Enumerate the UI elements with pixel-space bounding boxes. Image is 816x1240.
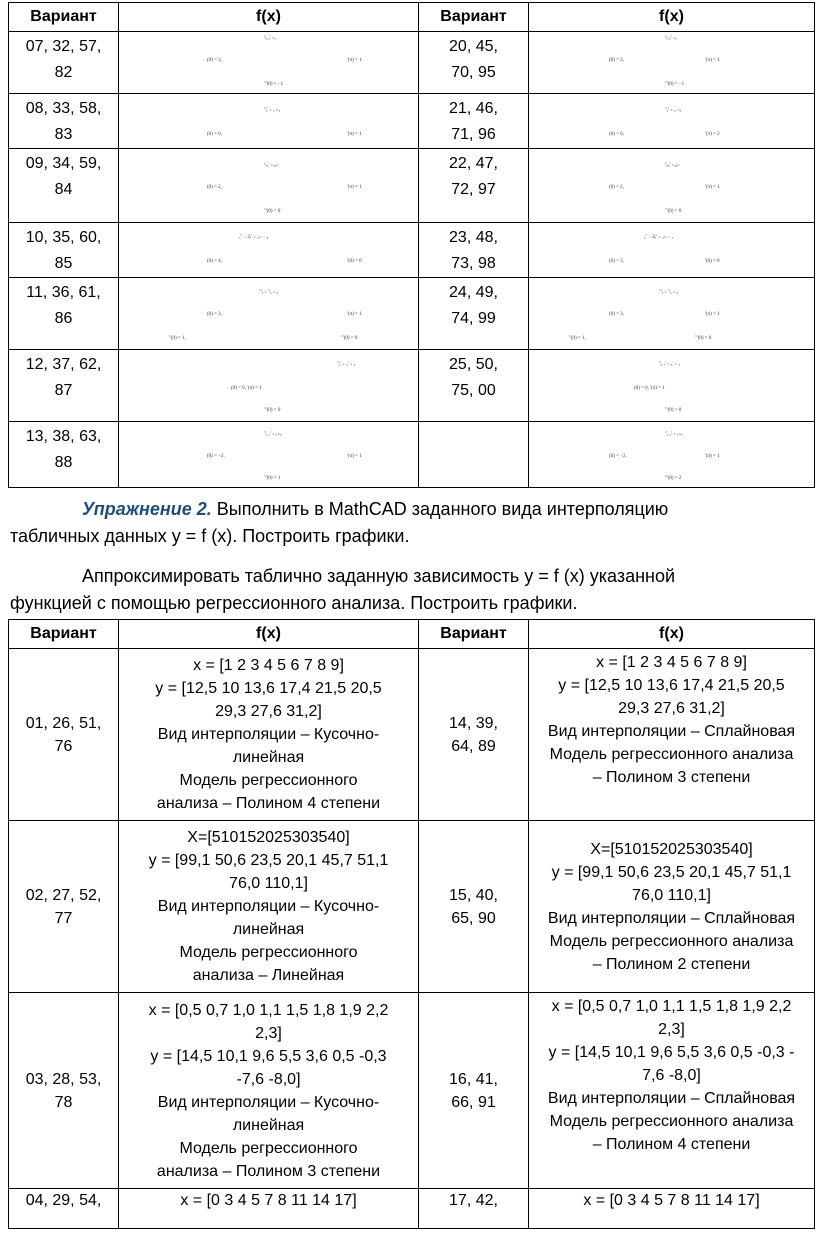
cell-line: – Полином 2 степени: [592, 955, 751, 973]
cell-line: -7,6 -8,0]: [236, 1070, 301, 1088]
cell-line: линейная: [232, 1116, 305, 1134]
table-row: [9, 350, 815, 422]
variant-text: 08, 33, 58,: [25, 100, 102, 117]
variant-text: 23, 48,: [449, 229, 498, 246]
cell-line: x = [0,5 0,7 1,0 1,1 1,5 1,8 1,9 2,2: [148, 1001, 389, 1019]
cell-line: Модель регрессионного: [179, 944, 358, 961]
cell-line: – Полином 3 степени: [592, 769, 751, 786]
variant-cell: [419, 993, 529, 1189]
paragraph-text: Выполнить в MathCAD заданного вида интерполяцию: [211, 499, 669, 519]
cell-line: Модель регрессионного: [179, 1139, 358, 1157]
variant-text: 12, 37, 62,: [25, 356, 102, 373]
column-header: f(x): [119, 3, 419, 32]
formula-text: (0) = 3,: [609, 312, 624, 317]
exercise-paragraph: [10, 496, 810, 550]
variant-cell: [419, 94, 529, 149]
variant-cell: [9, 94, 119, 149]
formula-cell: [119, 278, 419, 350]
cell-line: анализа – Линейная: [192, 967, 345, 984]
cell-line: y = [14,5 10,1 9,6 5,5 3,6 0,5 -0,3 -: [548, 1044, 795, 1061]
variant-text: 14, 39,: [449, 714, 498, 732]
formula-text: '(π) = 1: [705, 58, 720, 63]
cell-line: X=[510152025303540]: [187, 829, 350, 846]
cell-line: Вид интерполяции – Кусочно-: [157, 898, 380, 915]
formula-text: '''(0) = −1: [264, 82, 284, 87]
column-header: Вариант: [9, 620, 119, 649]
cell-line: 7,6 -8,0]: [642, 1067, 701, 1084]
formula-cell: [119, 1189, 419, 1229]
formula-text: '''(0) = 0: [695, 336, 712, 341]
variant-text: 15, 40,: [449, 886, 498, 904]
formula-text: (0) = 0, '(π) = 1: [634, 386, 665, 391]
cell-line: анализа – Полином 4 степени: [156, 795, 381, 812]
formula-cell: [529, 278, 815, 350]
cell-line: Модель регрессионного: [179, 772, 358, 789]
variant-cell: [9, 32, 119, 94]
formula-text: '''(0) = 2: [665, 476, 682, 481]
table-row: [9, 649, 815, 821]
formula-text: ''(0) = 1,: [569, 336, 586, 341]
table-header-row: [9, 620, 815, 649]
formula-text: '''ₓ ₊ ''ₓ ₌ ₓ: [259, 290, 279, 295]
variant-text: 66, 91: [451, 1093, 496, 1111]
column-header: Вариант: [419, 620, 529, 649]
formula-text: '''(0) = 0: [341, 336, 358, 341]
table-row: [9, 821, 815, 993]
formula-text: ''ₓ ₓ' ₊ ₓ₌ₓ: [264, 432, 282, 437]
paragraph-text: Аппроксимировать таблично заданную зависимость y = f (x) указанной: [82, 566, 676, 586]
cell-line: Вид интерполяции – Сплайновая: [547, 909, 796, 927]
formula-text: ₓ'' ₋ 2ₓ' ₊ ₓ₌ ₋ ₓ: [239, 235, 269, 240]
formula-cell: [529, 94, 815, 149]
formula-cell: [529, 422, 815, 488]
table-row: [9, 223, 815, 278]
cell-line: 2,3]: [255, 1024, 282, 1042]
formula-text: ''(0) = 1,: [169, 336, 186, 341]
formula-cell: [119, 821, 419, 993]
variant-text: 02, 27, 52,: [25, 886, 102, 904]
variant-text: 22, 47,: [449, 155, 498, 172]
variant-text: 01, 26, 51,: [25, 714, 102, 732]
formula-text: '(π) = 1: [705, 454, 720, 459]
variant-text: 82: [54, 64, 73, 81]
table-row: [9, 94, 815, 149]
variant-cell: [9, 278, 119, 350]
formula-text: '(π) = 1: [347, 454, 362, 459]
variant-text: 65, 90: [451, 909, 496, 927]
formula-text: ''ₓ' ₊ ₓ ₌ₓ: [264, 108, 281, 113]
formula-text: ''ₓ ₓ' ₊ ₓ₌ₓ: [665, 432, 683, 437]
variant-text: 20, 45,: [449, 38, 498, 55]
variant-text: 74, 99: [451, 310, 496, 327]
formula-text: '''(0) = 0: [264, 209, 281, 214]
formula-text: '''(0) = −1: [665, 82, 685, 87]
variant-cell: [419, 223, 529, 278]
cell-line: линейная: [232, 749, 305, 766]
table-row: [9, 1189, 815, 1229]
cell-line: y = [99,1 50,6 23,5 20,1 45,7 51,1: [148, 852, 389, 869]
formula-cell: [119, 350, 419, 422]
formula-cell: [119, 649, 419, 821]
table-row: [9, 422, 815, 488]
formula-cell: [119, 32, 419, 94]
formula-text: '''ₓ ₊ ''ₓ ₌ ₓ: [659, 290, 679, 295]
cell-line: 29,3 27,6 31,2]: [618, 700, 725, 717]
variant-cell: [9, 821, 119, 993]
table-row: [9, 149, 815, 223]
formula-text: '(π) = 1: [705, 312, 720, 317]
cell-line: Вид интерполяции – Кусочно-: [157, 1093, 380, 1111]
variant-text: 25, 50,: [449, 356, 498, 373]
formula-text: (0) = 2,: [207, 185, 222, 190]
formula-text: '(0) = 0: [347, 259, 362, 264]
variant-text: 17, 42,: [449, 1192, 498, 1209]
cell-line: x = [0,5 0,7 1,0 1,1 1,5 1,8 1,9 2,2: [551, 998, 792, 1015]
cell-line: Вид интерполяции – Сплайновая: [547, 723, 796, 740]
cell-line: y = [14,5 10,1 9,6 5,5 3,6 0,5 -0,3: [150, 1047, 387, 1065]
variant-text: 04, 29, 54,: [25, 1192, 102, 1209]
formula-cell: [529, 32, 815, 94]
formula-text: '''(0) = 0: [665, 209, 682, 214]
formula-cell: [529, 149, 815, 223]
variant-text: 11, 36, 61,: [26, 284, 101, 301]
formula-text: (0) = 0,: [609, 132, 624, 137]
cell-line: – Полином 4 степени: [592, 1136, 751, 1153]
cell-line: x = [1 2 3 4 5 6 7 8 9]: [596, 654, 747, 671]
variant-text: 64, 89: [451, 737, 496, 755]
variant-text: 16, 41,: [449, 1070, 498, 1088]
column-header: f(x): [529, 620, 815, 649]
column-header: Вариант: [9, 3, 119, 32]
formula-cell: [529, 223, 815, 278]
formula-text: (0) = −2,: [609, 454, 627, 459]
paragraph-text: функцией с помощью регрессионного анализа. Построить графики.: [10, 593, 578, 613]
cell-line: 29,3 27,6 31,2]: [215, 703, 322, 720]
variants-table-1: [8, 2, 815, 488]
formula-cell: [529, 350, 815, 422]
formula-text: ²ₓ ₓ' ₊ₓ: [264, 36, 276, 41]
task-paragraph: [10, 563, 810, 617]
formula-text: '(π) = 1: [347, 312, 362, 317]
formula-text: '(π) = 1: [347, 185, 362, 190]
variant-text: 83: [54, 126, 73, 143]
formula-cell: [529, 821, 815, 993]
variant-text: 88: [54, 454, 73, 471]
formula-text: ''ₓ' ₊ ₓ ₌ₓ: [665, 108, 682, 113]
variant-text: 10, 35, 60,: [25, 229, 102, 246]
cell-line: X=[510152025303540]: [590, 840, 753, 858]
variant-text: 78: [54, 1093, 73, 1111]
cell-line: y = [99,1 50,6 23,5 20,1 45,7 51,1: [551, 863, 792, 881]
formula-text: ''ₓ ₓ' ₊ ₓ' ₊ ₓ: [659, 362, 680, 367]
variant-cell: [419, 649, 529, 821]
cell-line: Модель регрессионного анализа: [549, 746, 794, 763]
formula-text: (0) = 2,: [609, 58, 624, 63]
formula-text: ²ₓₓ' ₊ₓₓ₌: [665, 163, 680, 168]
formula-cell: [119, 993, 419, 1189]
table-row: [9, 993, 815, 1189]
variant-text: 77: [54, 909, 73, 927]
cell-line: Модель регрессионного анализа: [549, 932, 794, 950]
table-header-row: [9, 3, 815, 32]
variant-text: 75, 00: [451, 382, 496, 399]
cell-line: x = [0 3 4 5 7 8 11 14 17]: [180, 1192, 357, 1209]
cell-line: 76,0 110,1]: [229, 875, 308, 892]
cell-line: анализа – Полином 3 степени: [156, 1162, 381, 1180]
column-header: f(x): [119, 620, 419, 649]
variant-text: 13, 38, 63,: [25, 428, 102, 445]
table-row: [9, 32, 815, 94]
formula-text: '''(0) = 0: [264, 408, 281, 413]
variant-text: 87: [54, 382, 73, 399]
cell-line: y = [12,5 10 13,6 17,4 21,5 20,5: [558, 677, 785, 694]
variant-cell: [9, 1189, 119, 1229]
column-header: f(x): [529, 3, 815, 32]
formula-text: (0) = 4,: [207, 259, 222, 264]
formula-text: '(π) = 1: [347, 58, 362, 63]
formula-text: (0) = 0, '(π) = 1: [231, 386, 262, 391]
variant-cell: [9, 422, 119, 488]
variant-text: 24, 49,: [449, 284, 498, 301]
variant-text: 07, 32, 57,: [25, 38, 102, 55]
variant-text: 84: [54, 181, 73, 198]
cell-line: Вид интерполяции – Кусочно-: [157, 726, 380, 743]
formula-text: ²ₓ ₓ' ₊ₓ: [665, 36, 677, 41]
formula-text: (0) = 3,: [207, 58, 222, 63]
formula-text: '(0) = 0: [705, 259, 720, 264]
exercise-label: Упражнение 2.: [82, 499, 212, 519]
cell-line: x = [1 2 3 4 5 6 7 8 9]: [193, 657, 344, 674]
formula-cell: [529, 1189, 815, 1229]
formula-text: '''(0) = 0: [665, 408, 682, 413]
formula-text: ²ₓₓ' ₊ₓₓ₌: [264, 163, 279, 168]
formula-cell: [119, 94, 419, 149]
variant-text: 86: [54, 310, 73, 327]
formula-cell: [529, 993, 815, 1189]
variant-text: 76: [54, 737, 73, 755]
variant-cell: [9, 149, 119, 223]
formula-text: ''ₓ' ₊ ₓ' ₊ ₓ: [337, 362, 356, 367]
variant-cell: [9, 993, 119, 1189]
variant-text: 71, 96: [451, 126, 496, 143]
cell-line: x = [0 3 4 5 7 8 11 14 17]: [583, 1192, 760, 1209]
variant-cell: [9, 223, 119, 278]
variant-cell: [419, 278, 529, 350]
variant-cell: [419, 350, 529, 422]
variant-cell: [419, 821, 529, 993]
formula-cell: [119, 223, 419, 278]
formula-text: ₓ'' ₋ 2ₓ' ₊ ₓ₌ ₋ ₓ: [644, 235, 674, 240]
variant-text: 70, 95: [451, 64, 496, 81]
formula-text: '''(0) = 1: [264, 476, 281, 481]
variant-cell: [419, 422, 529, 488]
cell-line: y = [12,5 10 13,6 17,4 21,5 20,5: [155, 680, 382, 697]
formula-cell: [119, 149, 419, 223]
variant-text: 21, 46,: [449, 100, 498, 117]
variant-text: 73, 98: [451, 255, 496, 272]
variant-text: 72, 97: [451, 181, 496, 198]
cell-line: 76,0 110,1]: [632, 886, 711, 904]
variant-cell: [419, 1189, 529, 1229]
cell-line: Вид интерполяции – Сплайновая: [547, 1090, 796, 1107]
variant-cell: [419, 32, 529, 94]
formula-text: '(π) = 1: [347, 132, 362, 137]
formula-text: (0) = 2,: [609, 185, 624, 190]
formula-cell: [119, 422, 419, 488]
table-row: [9, 278, 815, 350]
formula-text: (0) = −2,: [207, 454, 225, 459]
variant-text: 03, 28, 53,: [25, 1070, 102, 1088]
cell-line: линейная: [232, 921, 305, 938]
formula-cell: [529, 649, 815, 821]
formula-text: (0) = 3,: [207, 312, 222, 317]
cell-line: Модель регрессионного анализа: [549, 1113, 794, 1130]
variant-cell: [9, 649, 119, 821]
variant-cell: [9, 350, 119, 422]
variant-cell: [419, 149, 529, 223]
formula-text: '(π) = 2: [705, 132, 720, 137]
paragraph-text: табличных данных y = f (x). Построить графики.: [10, 526, 410, 546]
variant-text: 09, 34, 59,: [25, 155, 102, 172]
variant-text: 85: [54, 255, 73, 272]
variants-table-2: [8, 619, 815, 1229]
cell-line: 2,3]: [658, 1021, 685, 1038]
formula-text: '(π) = 1: [705, 185, 720, 190]
column-header: Вариант: [419, 3, 529, 32]
formula-text: (0) = 3,: [609, 259, 624, 264]
formula-text: (0) = 0,: [207, 132, 222, 137]
